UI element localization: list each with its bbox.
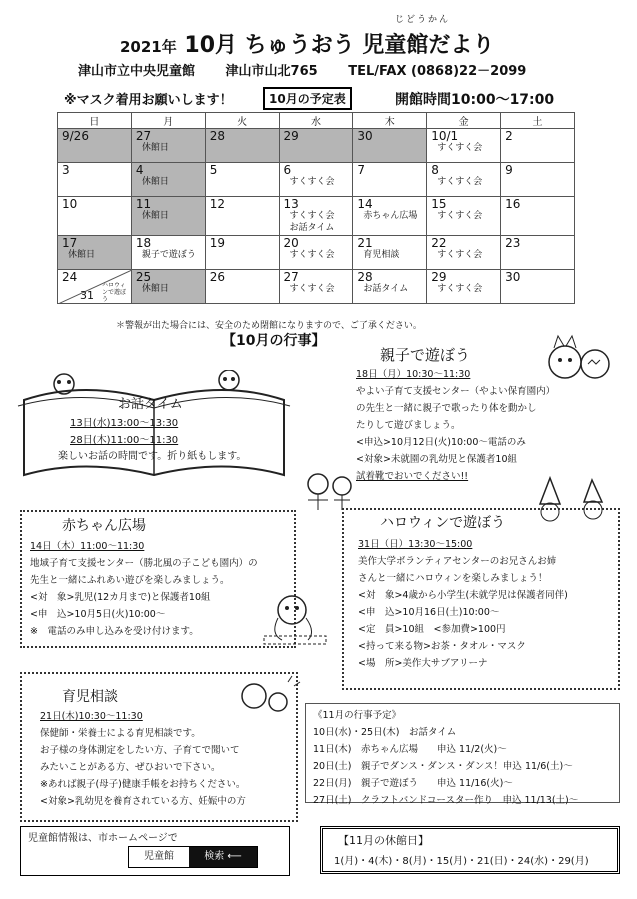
halloween-line: <持って来る物>お茶・タオル・マスク <box>358 641 526 652</box>
day-event: お話タイム <box>363 284 409 294</box>
weekday-header: 月 <box>131 113 205 129</box>
day-number: 10 <box>62 197 78 211</box>
day-event: すくすく会 <box>437 250 483 260</box>
calendar-day <box>427 163 501 197</box>
schedule-label: 10月の予定表 <box>263 87 352 110</box>
calendar-day <box>205 270 279 304</box>
calendar-day <box>279 270 353 304</box>
ikuji-title: 育児相談 <box>62 689 118 705</box>
search-query[interactable]: 児童館 <box>129 847 189 867</box>
oyako-line: 18日（月）10:30～11:30 <box>356 369 471 380</box>
calendar-week <box>58 270 575 304</box>
ikuji-line: みたいことがある方、ぜひおいで下さい。 <box>40 762 221 773</box>
day-event: すくすく会 <box>289 177 335 187</box>
weekday-header: 土 <box>501 113 575 129</box>
day-number: 19 <box>209 236 225 250</box>
calendar-day <box>279 129 353 163</box>
day-number: 29 <box>283 129 299 143</box>
akachan-details <box>30 538 294 640</box>
calendar-day <box>353 236 427 270</box>
weekday-header: 水 <box>279 113 353 129</box>
address: 津山市山北765 <box>225 64 318 79</box>
day-number: 11 <box>135 197 152 211</box>
calendar-day <box>279 236 353 270</box>
ikuji-line: お子様の身体測定をしたい方、子育てで聞いて <box>40 745 240 756</box>
day-number: 22 <box>431 236 447 250</box>
halloween-line: 美作大学ボランティアセンターのお兄さんお姉 <box>358 556 557 567</box>
calendar-day <box>501 236 575 270</box>
oyako-line: の先生と一緒に親子で歌ったり体を動かし <box>356 403 537 414</box>
org-name: 津山市立中央児童館 <box>78 64 196 79</box>
halloween-line: <場 所>美作大サブアリーナ <box>358 658 488 669</box>
day-number: 20 <box>283 236 299 250</box>
day-event: 休館日 <box>141 284 169 294</box>
halloween-line: <定 員>10組 <参加費>100円 <box>358 624 506 635</box>
day-number: 28 <box>209 129 225 143</box>
ikuji-line: <対象>乳幼児を養育されている方、妊娠中の方 <box>40 796 246 807</box>
day-number: 2 <box>505 129 513 143</box>
storytime-desc: 楽しいお話の時間です。折り紙もします。 <box>58 451 247 462</box>
title-year: 2021年 <box>120 38 177 56</box>
day-number: 29 <box>431 270 447 284</box>
calendar-day <box>353 163 427 197</box>
day-number: 3 <box>62 163 70 177</box>
weekday-header: 日 <box>58 113 132 129</box>
day-number: 28 <box>357 270 373 284</box>
november-item: 20日(土) 親子でダンス・ダンス・ダンス！申込 11/6(土)～ <box>313 761 573 772</box>
halloween-line: <申 込>10月16日(土)10:00～ <box>358 607 500 618</box>
calendar-day <box>58 163 132 197</box>
day-event: 休館日 <box>68 250 96 260</box>
day-number: 8 <box>431 163 439 177</box>
halloween-details <box>358 536 614 672</box>
homepage-info-text: 児童館情報は、市ホームページで <box>28 833 178 844</box>
day-event: ハロウィンで遊ぼう <box>102 282 127 303</box>
day-number: 14 <box>357 197 373 211</box>
weekday-header: 金 <box>427 113 501 129</box>
calendar-day <box>353 129 427 163</box>
akachan-line: 先生と一緒にふれあい遊びを楽しみましょう。 <box>30 575 230 586</box>
day-event: すくすく会 <box>437 284 483 294</box>
november-item: 11日(木) 赤ちゃん広場 申込 11/2(火)～ <box>313 744 507 755</box>
calendar-day <box>501 197 575 236</box>
calendar-week <box>58 236 575 270</box>
ikuji-line: ※あれば親子(母子)健康手帳をお持ちください。 <box>40 779 246 790</box>
calendar-week <box>58 163 575 197</box>
ikuji-line: 21日(木)10:30～11:30 <box>40 711 143 722</box>
calendar-day <box>279 197 353 236</box>
calendar-week <box>58 129 575 163</box>
halloween-line: さんと一緒にハロウィンを楽しみましょう！ <box>358 573 548 584</box>
phone: TEL/FAX (0868)22－2099 <box>348 64 527 79</box>
search-button[interactable] <box>189 847 257 867</box>
events-title: 【10月の行事】 <box>222 333 326 349</box>
calendar-day <box>131 236 205 270</box>
storytime-date-1: 13日(水)13:00～13:30 <box>70 418 179 429</box>
day-number: 18 <box>135 236 152 250</box>
day-event: 赤ちゃん広場 <box>363 211 418 221</box>
witch-kids-illustration <box>528 474 618 526</box>
oyako-line: やよい子育て支援センター（やよい保育園内） <box>356 386 556 397</box>
calendar-day <box>58 197 132 236</box>
november-title: 《11月の行事予定》 <box>313 710 402 721</box>
day-event: 育児相談 <box>363 250 400 260</box>
oyako-line: 試着靴でおいでください!! <box>356 471 469 482</box>
calendar-day <box>427 236 501 270</box>
mother-baby-illustration <box>232 674 302 724</box>
oyako-line: <申込>10月12日(火)10:00～電話のみ <box>356 437 526 448</box>
halloween-cats-illustration <box>540 322 620 382</box>
title-main: ちゅうおう 児童館だより <box>244 33 495 58</box>
weekday-header: 木 <box>353 113 427 129</box>
calendar-day <box>501 129 575 163</box>
day-number: 24 <box>62 270 78 284</box>
day-number: 13 <box>283 197 299 211</box>
akachan-line: 14日（木）11:00～11:30 <box>30 541 145 552</box>
closed-days-list: 1(月)・4(木)・8(月)・15(月)・21(日)・24(水)・29(月) <box>334 856 589 867</box>
oyako-details <box>356 366 556 485</box>
calendar-day <box>427 197 501 236</box>
calendar-day <box>353 197 427 236</box>
day-number: 12 <box>209 197 225 211</box>
calendar-day <box>58 270 132 304</box>
arrow-left-icon: ⟵ <box>227 851 242 862</box>
calendar-day <box>58 129 132 163</box>
halloween-title: ハロウィンで遊ぼう <box>380 515 506 531</box>
day-event: 休館日 <box>141 211 169 221</box>
day-event: 休館日 <box>141 177 169 187</box>
halloween-line: <対 象>4歳から小学生(未就学児は保護者同伴) <box>358 590 568 601</box>
day-event: すくすく会 <box>289 284 335 294</box>
calendar-day <box>205 197 279 236</box>
day-number: 21 <box>357 236 373 250</box>
november-item: 10日(水)・25日(木) お話タイム <box>313 727 457 738</box>
day-number: 30 <box>505 270 521 284</box>
day-number: 5 <box>209 163 218 177</box>
newsletter-title <box>120 15 495 59</box>
day-number: 31 <box>80 289 94 302</box>
halloween-line: 31日（日）13:30～15:00 <box>358 539 473 550</box>
day-number: 25 <box>135 270 152 284</box>
calendar <box>57 112 575 304</box>
baby-crawling-illustration <box>260 588 330 648</box>
oyako-line: たりして遊びましょう。 <box>356 420 461 431</box>
calendar-day <box>205 163 279 197</box>
opening-hours: 開館時間10:00～17:00 <box>395 92 555 108</box>
day-number: 26 <box>209 270 225 284</box>
storytime-date-2: 28日(木)11:00～11:30 <box>70 435 179 446</box>
day-number: 4 <box>135 163 144 177</box>
calendar-weekdays <box>58 113 575 129</box>
calendar-day <box>205 129 279 163</box>
calendar-day <box>58 236 132 270</box>
day-number: 16 <box>505 197 521 211</box>
storytime-title: お話タイム <box>118 397 183 412</box>
oyako-line: <対象>未就園の乳幼児と保護者10組 <box>356 454 518 465</box>
calendar-day <box>131 129 205 163</box>
calendar-week <box>58 197 575 236</box>
akachan-title: 赤ちゃん広場 <box>62 518 146 534</box>
search-box <box>128 846 258 868</box>
calendar-day <box>501 270 575 304</box>
calendar-day <box>353 270 427 304</box>
day-event: お話タイム <box>289 223 335 233</box>
day-number: 23 <box>505 236 521 250</box>
november-schedule <box>313 707 618 809</box>
day-number: 9/26 <box>62 129 89 143</box>
calendar-body <box>58 129 575 304</box>
weekday-header: 火 <box>205 113 279 129</box>
search-button-label: 検索 <box>204 851 225 862</box>
akachan-line: ※ 電話のみ申し込みを受け付けます。 <box>30 626 199 637</box>
day-number: 15 <box>431 197 447 211</box>
day-number: 7 <box>357 163 366 177</box>
akachan-line: <申 込>10月5日(火)10:00～ <box>30 609 166 620</box>
day-event: 休館日 <box>141 143 169 153</box>
day-number: 10/1 <box>431 129 459 143</box>
day-event: 親子で遊ぼう <box>141 250 196 260</box>
closure-warning: ＊警報が出た場合には、安全のため閉館になりますので、ご了承ください。 <box>116 321 422 331</box>
calendar-day <box>205 236 279 270</box>
akachan-line: 地域子育て支援センター（勝北風の子こども園内）の <box>30 558 258 569</box>
ikuji-line: 保健師・栄養士による育児相談です。 <box>40 728 201 739</box>
day-number: 9 <box>505 163 513 177</box>
day-event: すくすく会 <box>437 177 483 187</box>
title-month: 10月 <box>184 33 238 58</box>
mask-note: ※マスク着用お願いします！ <box>64 93 233 108</box>
day-number: 30 <box>357 129 373 143</box>
title-ruby: じどうかん <box>395 15 451 25</box>
november-item: 27日(土) クラフトバンドコースター作り 申込 11/13(土)～ <box>313 795 579 806</box>
day-event: すくすく会 <box>289 211 335 221</box>
calendar-day <box>279 163 353 197</box>
contact-info <box>78 60 552 79</box>
day-number: 6 <box>283 163 292 177</box>
akachan-line: <対 象>乳児(12カ月まで)と保護者10組 <box>30 592 211 603</box>
calendar-day <box>501 163 575 197</box>
day-number: 27 <box>135 129 152 143</box>
calendar-day <box>131 163 205 197</box>
closed-days-title: 【11月の休館日】 <box>338 834 429 847</box>
day-number: 17 <box>62 236 78 250</box>
calendar-day <box>131 270 205 304</box>
day-event: すくすく会 <box>437 143 483 153</box>
calendar-day <box>131 197 205 236</box>
calendar-day <box>427 270 501 304</box>
calendar-day <box>427 129 501 163</box>
day-event: すくすく会 <box>437 211 483 221</box>
oyako-title: 親子で遊ぼう <box>380 346 471 364</box>
november-item: 22日(月) 親子で遊ぼう 申込 11/16(火)～ <box>313 778 513 789</box>
day-number: 27 <box>283 270 299 284</box>
day-event: すくすく会 <box>289 250 335 260</box>
